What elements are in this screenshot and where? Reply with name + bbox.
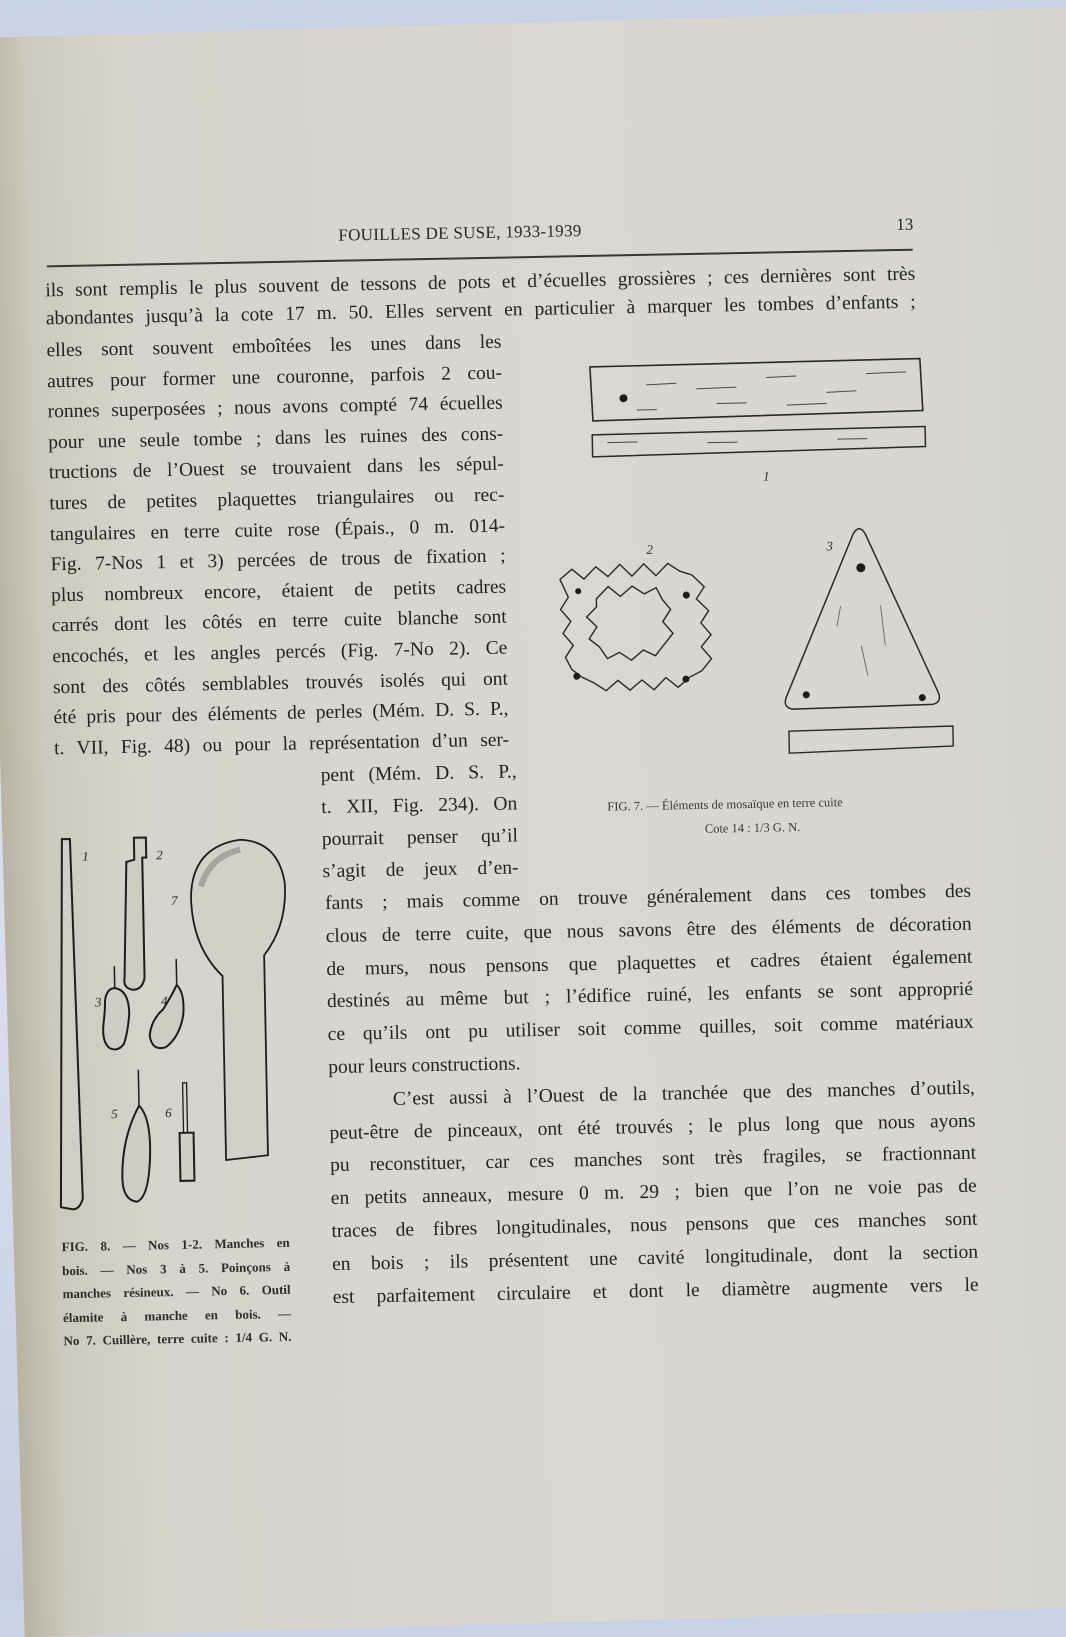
text-line: Fig. 7-Nos 1 et 3) percées de trous de fixation ; [50, 545, 505, 578]
text-line: pourrait penser qu’il [322, 824, 518, 852]
text-line: abondantes jusqu’à la cote 17 m. 50. Elles servent en particulier à marquer les tombes d’enfants ; [46, 291, 916, 332]
page-number: 13 [896, 215, 913, 235]
figure-8-label-4: 4 [161, 993, 168, 1009]
fixation-hole [856, 563, 865, 572]
text-line: pent (Mém. D. S. P., [320, 760, 516, 788]
text-line: ronnes superposées ; nous avons compté 74 écuelles [47, 392, 502, 425]
text-line: No 7. Cuillère, terre cuite : 1/4 G. N. [63, 1325, 291, 1353]
text-line: tructions de l’Ouest se trouvaient dans les sépul- [49, 453, 504, 486]
left-column [0, 0, 1060, 10]
text-line: elles sont souvent emboîtées les unes dans les [46, 331, 501, 364]
wooden-handle-2 [122, 838, 149, 990]
text-line: pour leurs constructions. [328, 1044, 974, 1080]
text-line: tangulaires en terre cuite rose (Épais., 0 m. 014- [50, 514, 505, 547]
figure-7-caption: FIG. 7. — Éléments de mosaïque en terre cuite [607, 790, 843, 819]
text-line: bois. — Nos 3 à 5. Poinçons à [62, 1254, 290, 1282]
square-frame-opening [586, 585, 673, 661]
figure-7-caption-scale: Cote 14 : 1/3 G. N. [705, 815, 801, 841]
wooden-handle-1 [54, 839, 83, 1210]
text-line: s’agit de jeux d’en- [322, 856, 518, 884]
page-header [338, 215, 913, 250]
running-title: FOUILLES DE SUSE, 1933-1939 [338, 221, 582, 246]
triangular-plaque [782, 527, 940, 709]
text-line: tures de petites plaquettes triangulaires ou rec- [49, 484, 504, 517]
figure-8-label-3: 3 [95, 994, 102, 1010]
text-line: traces de fibres longitudinales, nous pensons que ces manches sont [331, 1208, 977, 1244]
text-line: C’est aussi à l’Ouest de la tranchée que des manches d’outils, [393, 1076, 975, 1111]
awl-5 [121, 1106, 151, 1203]
text-line: FIG. 8. — Nos 1-2. Manches en [61, 1231, 289, 1259]
text-line: de murs, nous pensons que plaquettes et cadres étaient également [326, 945, 972, 981]
text-line: t. XII, Fig. 234). On [321, 792, 517, 820]
terracotta-spoon-7 [190, 839, 290, 1161]
text-line: plus nombreux encore, étaient de petits cadres [51, 575, 506, 608]
text-line: en bois ; ils présentent une cavité longitudinale, dont la section [332, 1240, 978, 1276]
narrow-column [0, 0, 1060, 10]
text-line: ils sont remplis le plus souvent de tessons de pots et d’écuelles grossières ; ces dernières sont très [45, 263, 915, 304]
text-line: encochés, et les angles percés (Fig. 7-No 2). Ce [52, 637, 507, 670]
right-column [0, 0, 1060, 10]
text-line: t. VII, Fig. 48) ou pour la représentation d’un ser- [54, 728, 509, 761]
awl-3 [102, 988, 130, 1050]
figure-8-caption [0, 0, 1060, 10]
figure-8-label-1: 1 [82, 849, 89, 865]
figure-8-label-2: 2 [156, 847, 163, 863]
text-line: peut-être de pinceaux, ont été trouvés ; le plus long que nous ayons [329, 1109, 975, 1145]
fixation-hole [919, 694, 926, 701]
elamite-tool-6 [183, 1083, 188, 1133]
text-line: fants ; mais comme on trouve généralement dans ces tombes des [325, 880, 971, 916]
figure-8-label-5: 5 [111, 1106, 118, 1122]
text-line: carrés dont les côtés en terre cuite blanche sont [52, 606, 507, 639]
fixation-hole [575, 588, 581, 594]
fixation-hole [682, 676, 689, 683]
texture-strokes [636, 372, 907, 410]
triangular-plaque-edge [789, 726, 953, 753]
text-line: destinés au même but ; l’édifice ruiné, les enfants se sont approprié [327, 978, 973, 1014]
text-line: pour une seule tombe ; dans les ruines des cons- [48, 422, 503, 455]
fixation-hole [619, 394, 627, 402]
figure-7-drawing [586, 354, 944, 761]
header-rule [47, 249, 913, 267]
fixation-hole [573, 673, 580, 680]
figure-7-label-2: 2 [646, 542, 653, 558]
text-line: ce qu’ils ont pu utiliser soit comme quilles, soit comme matériaux [327, 1011, 973, 1047]
text-line: autres pour former une couronne, parfois 2 cou- [47, 361, 502, 394]
figure-8-label-6: 6 [165, 1105, 172, 1121]
figure-7-label-1: 1 [763, 468, 770, 484]
figure-8 [0, 0, 1060, 10]
figure-8-label-7: 7 [171, 893, 178, 909]
rectangular-plaque-face [590, 359, 923, 421]
text-line: manches résineux. — No 6. Outil [62, 1278, 290, 1306]
square-frame [560, 563, 712, 692]
text-line: pu reconstituer, car ces manches sont très fragiles, se fractionnant [330, 1142, 976, 1178]
fixation-hole [803, 691, 810, 698]
text-line: élamite à manche en bois. — [63, 1301, 291, 1329]
text-line: est parfaitement circulaire et dont le diamètre augmente vers le [333, 1273, 979, 1309]
fixation-hole [683, 592, 690, 599]
rectangular-plaque-edge [592, 426, 925, 456]
text-line: été pris pour des éléments de perles (Mém. D. S. P., [53, 698, 508, 731]
text-line: sont des côtés semblables trouvés isolés qui ont [53, 667, 508, 700]
figure-7 [0, 0, 1060, 10]
text-line: clous de terre cuite, que nous savons être des éléments de décoration [326, 912, 972, 948]
text-line: en petits anneaux, mesure 0 m. 29 ; bien que l’on ne voie pas de [331, 1175, 977, 1211]
figure-7-label-3: 3 [826, 538, 833, 554]
